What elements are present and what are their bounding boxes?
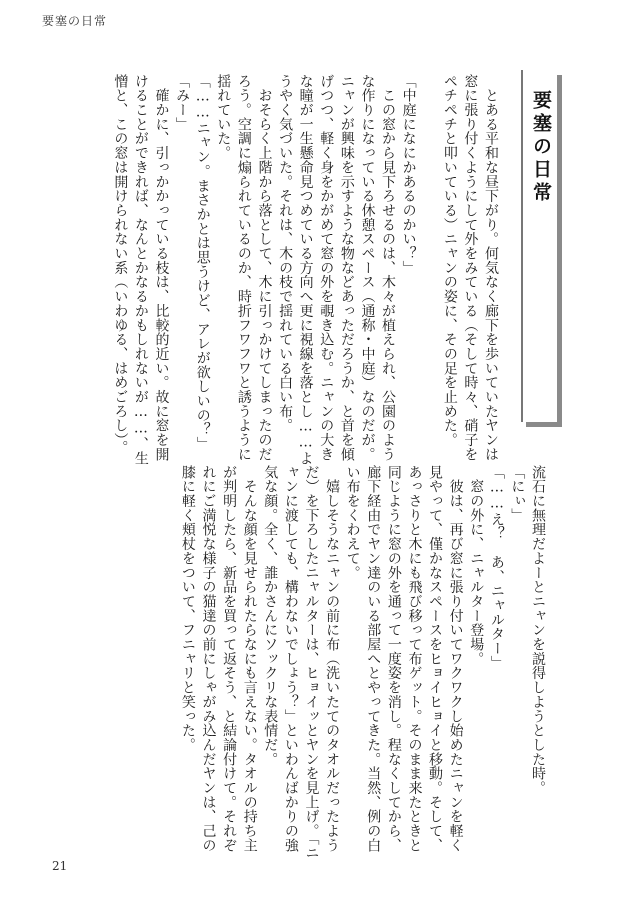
running-header: 要塞の日常 — [42, 14, 108, 28]
text-line: 「みー」 — [174, 74, 191, 132]
page-number: 21 — [52, 859, 68, 873]
text-line: 揺れていた。 — [215, 74, 232, 161]
text-line: 窓に張り付くようにして外をみている（そして時々、硝子を — [462, 74, 479, 462]
text-line: この窓から見下ろせるのは、木々が植えられ、公園のよう — [380, 74, 397, 462]
text-line — [419, 74, 440, 454]
text-line: げつつ、軽く身をかがめて窓の外を覗き込む。ニャンの大き — [318, 74, 335, 462]
text-line: 憎と、この窓は開けられない系（いわゆる、はめごろし）。 — [112, 74, 129, 455]
body-text-bottom — [177, 465, 548, 860]
text-line: 「中庭になにかあるのかい？」 — [400, 74, 417, 275]
text-line: そんな顔を見せられたらなにも言えない。タオルの持ち主 — [241, 465, 258, 853]
text-line: あっさりと木にも飛び移って布ゲット。そのまま来たときと — [406, 465, 423, 853]
text-line: 見やって、僅かなスペースをヒョイヒョイと移動。そして、 — [427, 465, 444, 853]
text-line: おそらく上階から落として、木に引っかけてしまったのだ — [256, 74, 273, 462]
text-line: 嬉しそうなニャンの前に布（洗いたてのタオルだったよう — [324, 465, 341, 853]
text-line: ニャンが興味を示すような物などあっただろうか、と首を傾 — [338, 74, 355, 462]
text-line: 確かに、引っかかっている枝は、比較的近い。故に窓を開 — [153, 74, 170, 462]
text-line: 「……ニャン。まさかとは思うけど、アレが欲しいの？」 — [194, 74, 211, 452]
text-line: れにご満悦な様子の猫達の前にしゃがみ込んだヤンは、己の — [200, 465, 217, 853]
text-line: 彼は、再び窓に張り付いてワクワクし始めたニャンを軽く — [447, 465, 464, 853]
text-line: 「……え？ あ、ニャルター」 — [488, 465, 505, 670]
text-line: ペチペチと叩いている）ニャンの姿に、その足を止めた。 — [441, 74, 458, 448]
text-line: い布をくわえて。 — [344, 465, 361, 580]
chapter-title-box — [521, 70, 557, 422]
text-line: 窓の外に、ニャルター登場。 — [468, 465, 485, 666]
text-line: ャンに渡しても、構わないでしょう？」といわんばかりの強 — [282, 465, 299, 853]
text-line: 廊下経由でヤン達のいる部屋へとやってきた。当然、例の白 — [365, 465, 382, 853]
text-line: ろう。空調に煽られているのか、時折フワフワと誘うように — [235, 74, 252, 462]
text-line: 膝に軽く頬杖をついて、フニャリと笑った。 — [179, 465, 196, 752]
text-line: 同じように窓の外を通って一度姿を消し。程なくしてから、 — [385, 465, 402, 853]
text-line: 流石に無理だよーとニャンを説得しようとした時。 — [530, 465, 546, 796]
text-line: うやく気づいた。それは、木の枝で揺れている白い布。 — [277, 74, 294, 433]
text-line: が判明したら、新品を買って返そう、と結論付けて。それぞ — [221, 465, 238, 853]
text-line: 「にぃ」 — [509, 465, 526, 523]
text-line: けることができれば、なんとかなるかもしれないが……、生 — [132, 74, 149, 466]
text-line: な瞳が一生懸命見つめている方向へ更に視線を落とし……よ — [297, 74, 314, 466]
body-text-top — [110, 74, 501, 466]
text-line: な作りになっている休憩スペース（通称・中庭）なのだが。 — [359, 74, 376, 462]
text-line: 気な顔。全く、誰かさんにソックリな表情だ。 — [262, 465, 279, 767]
text-line: とある平和な昼下がり。何気なく廊下を歩いていたヤンは — [483, 74, 499, 462]
text-line: だ）を下ろしたニャルターは、ヒョイッとヤンを見上げ。「ニ — [303, 465, 320, 860]
chapter-title: 要塞の日常 — [530, 90, 552, 205]
